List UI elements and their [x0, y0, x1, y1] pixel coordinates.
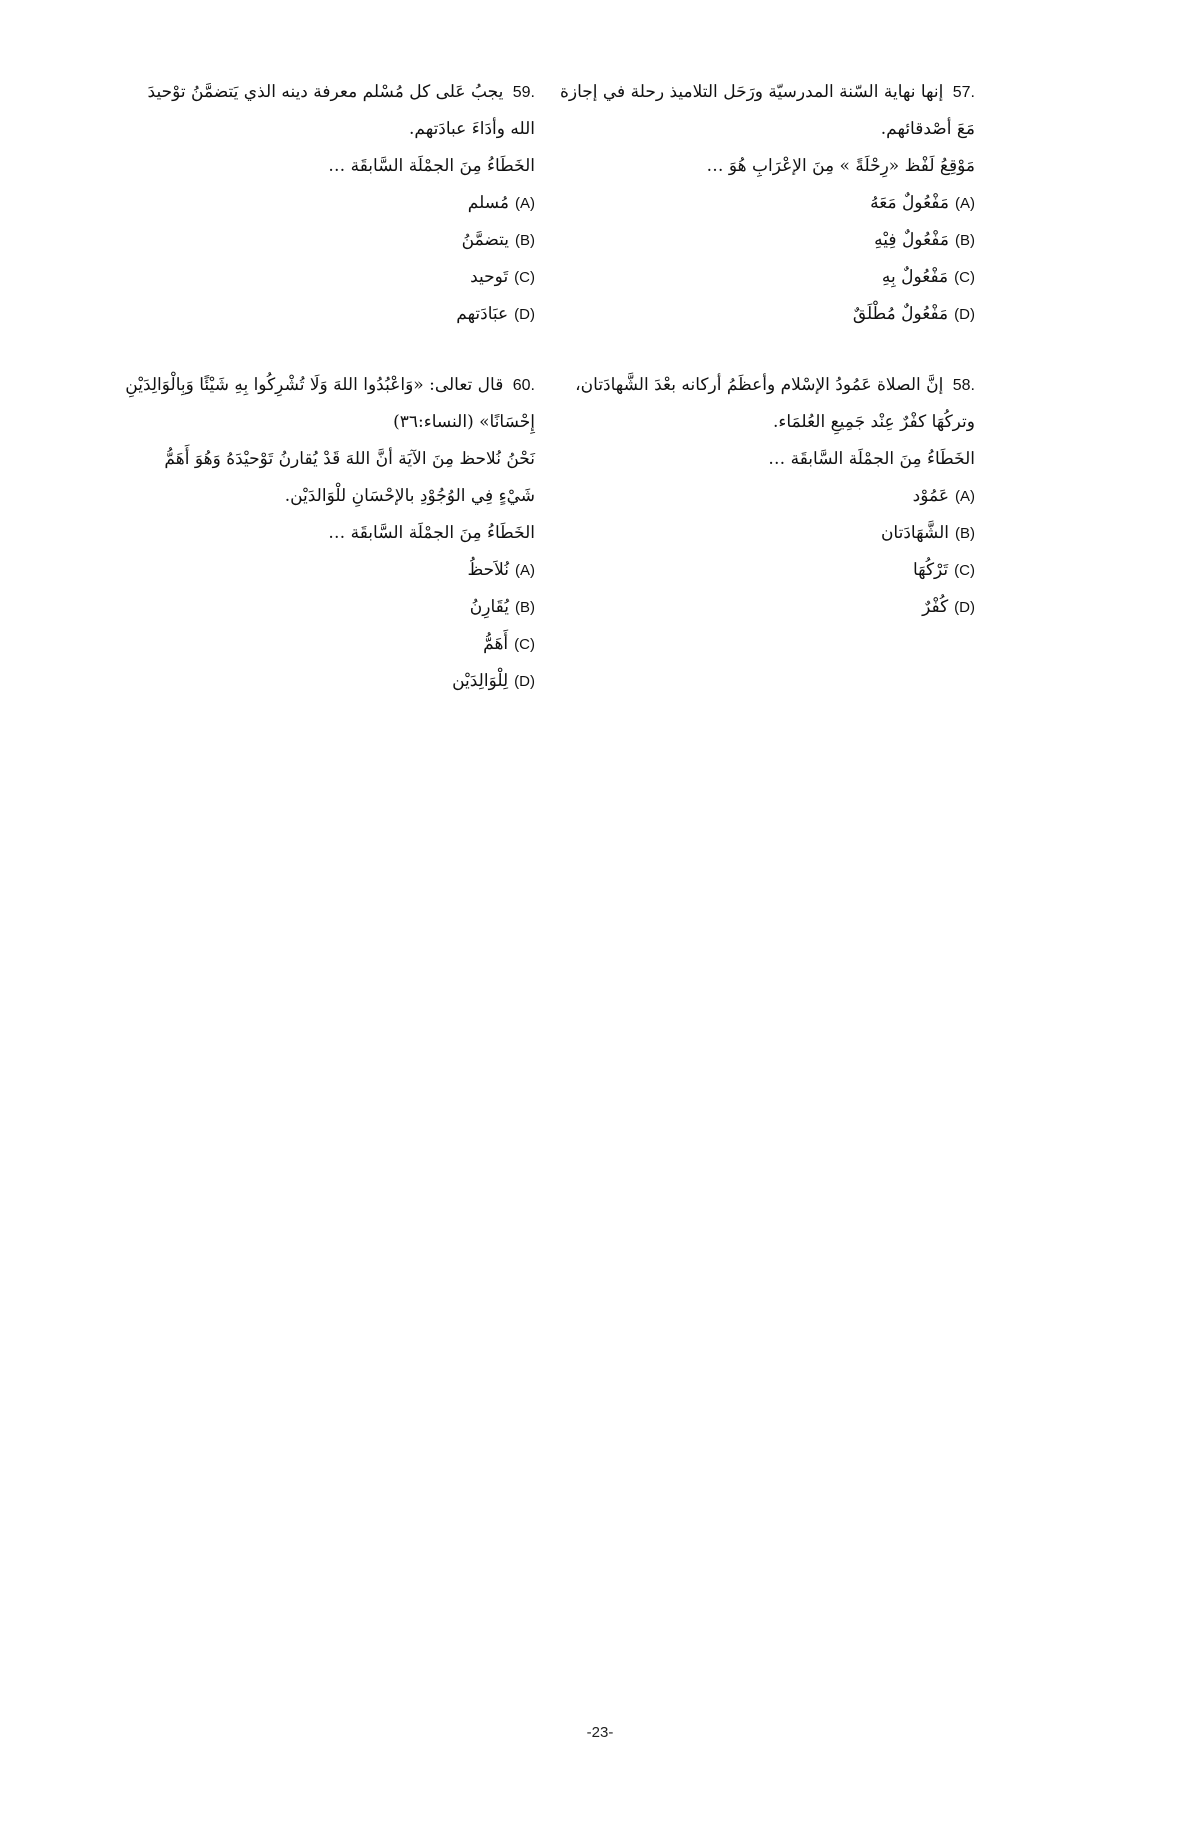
option-a[interactable]: [545, 478, 975, 515]
option-a[interactable]: [105, 185, 535, 222]
question-number: 58.: [952, 377, 975, 394]
question-line: [545, 367, 975, 404]
option-b[interactable]: [545, 222, 975, 259]
option-text: أَهَمُّ: [483, 634, 509, 654]
option-text: يتضمَّنُ: [461, 230, 509, 250]
answer-options: [545, 478, 975, 626]
option-b[interactable]: [545, 515, 975, 552]
question-prompt: الخَطَاءُ مِنَ الجمْلَة السَّابقَة …: [768, 449, 975, 469]
right-column: [545, 74, 975, 660]
question-line: [105, 367, 535, 404]
option-a[interactable]: [545, 185, 975, 222]
option-d[interactable]: [105, 663, 535, 700]
question-line: مَعَ أصْدقائهم.: [880, 119, 975, 139]
option-text: مَفْعُولٌ بِهِ: [881, 267, 949, 287]
left-column: [105, 74, 535, 734]
option-text: مُسلم: [467, 193, 509, 213]
question-line: وتركُهَا كفْرٌ عِنْد جَمِيعِ العُلمَاء.: [773, 412, 975, 432]
question-line: [545, 74, 975, 111]
question-text: قال تعالى: «وَاعْبُدُوا اللهَ وَلَا تُشْرِكُوا بِهِ شَيْئًا وَبِالْوَالِدَيْنِ: [125, 375, 504, 395]
option-letter: (D): [514, 673, 535, 690]
option-text: يُقَارِنُ: [469, 597, 509, 617]
quran-citation: إِحْسَانًا» (النساء:٣٦): [393, 412, 535, 432]
option-letter: (A): [955, 195, 975, 212]
question-57: [545, 74, 975, 333]
option-c[interactable]: [105, 259, 535, 296]
question-59: [105, 74, 535, 333]
option-text: عبَادَتهم: [456, 304, 509, 324]
option-letter: (B): [955, 525, 975, 542]
option-letter: (B): [515, 599, 535, 616]
option-letter: (B): [515, 232, 535, 249]
question-line: شَيْءٍ فِي الوُجُوْدِ بالإحْسَانِ للْوَالدَيْن.: [284, 486, 535, 506]
answer-options: [545, 185, 975, 333]
question-60: [105, 367, 535, 700]
option-letter: (D): [514, 306, 535, 323]
option-a[interactable]: [105, 552, 535, 589]
option-letter: (A): [515, 562, 535, 579]
question-number: 57.: [952, 84, 975, 101]
answer-options: [105, 552, 535, 700]
option-text: مَفْعُولٌ فِيْهِ: [874, 230, 949, 250]
option-text: نُلاَحظُ: [467, 560, 509, 580]
question-text: يجبُ عَلى كل مُسْلم معرفة دينه الذي يَتضمَّنُ توْحيدَ: [147, 82, 504, 102]
option-text: كُفْرٌ: [922, 597, 949, 617]
question-number: 59.: [512, 84, 535, 101]
option-c[interactable]: [545, 552, 975, 589]
option-letter: (C): [514, 269, 535, 286]
option-letter: (B): [955, 232, 975, 249]
option-letter: (C): [514, 636, 535, 653]
question-number: 60.: [512, 377, 535, 394]
answer-options: [105, 185, 535, 333]
option-c[interactable]: [105, 626, 535, 663]
option-c[interactable]: [545, 259, 975, 296]
option-d[interactable]: [545, 589, 975, 626]
option-text: تَوحيد: [470, 267, 509, 287]
question-58: [545, 367, 975, 626]
option-letter: (A): [515, 195, 535, 212]
option-letter: (D): [954, 306, 975, 323]
question-prompt: الخَطَاءُ مِنَ الجمْلَة السَّابقَة …: [328, 156, 535, 176]
option-letter: (C): [954, 269, 975, 286]
question-text: إنها نهاية السّنة المدرسيّة ورَحَل التلاميذ رحلة في إجازة: [559, 82, 944, 102]
option-text: الشَّهَادَتان: [880, 523, 949, 543]
option-letter: (A): [955, 488, 975, 505]
option-letter: (D): [954, 599, 975, 616]
option-d[interactable]: [105, 296, 535, 333]
question-line: الله وأدَاءَ عبادَتهم.: [409, 119, 535, 139]
option-text: مَفْعُولٌ مُطْلَقٌ: [852, 304, 949, 324]
option-letter: (C): [954, 562, 975, 579]
option-text: لِلْوَالِدَيْن: [452, 671, 509, 691]
option-text: مَفْعُولٌ مَعَهُ: [870, 193, 949, 213]
question-line: نَحْنُ نُلاحظ مِنَ الآيَة أنَّ اللهَ قَدْ يُقارنُ تَوْحيْدَهُ وَهُوَ أَهَمُّ: [164, 449, 535, 469]
option-text: عَمُوْد: [912, 486, 949, 506]
question-prompt: الخَطَاءُ مِنَ الجمْلَة السَّابقَة …: [328, 523, 535, 543]
page-number: -23-: [586, 1724, 614, 1741]
option-b[interactable]: [105, 589, 535, 626]
option-b[interactable]: [105, 222, 535, 259]
option-d[interactable]: [545, 296, 975, 333]
question-prompt: مَوْقِعُ لَفْظ «رِحْلَةً » مِنَ الإعْرَابِ هُوَ …: [706, 156, 975, 176]
question-line: [105, 74, 535, 111]
option-text: تَرْكُهَا: [912, 560, 949, 580]
question-text: إنَّ الصلاة عَمُودُ الإسْلام وأعظَمُ أركانه بعْدَ الشَّهادَتان،: [575, 375, 944, 395]
